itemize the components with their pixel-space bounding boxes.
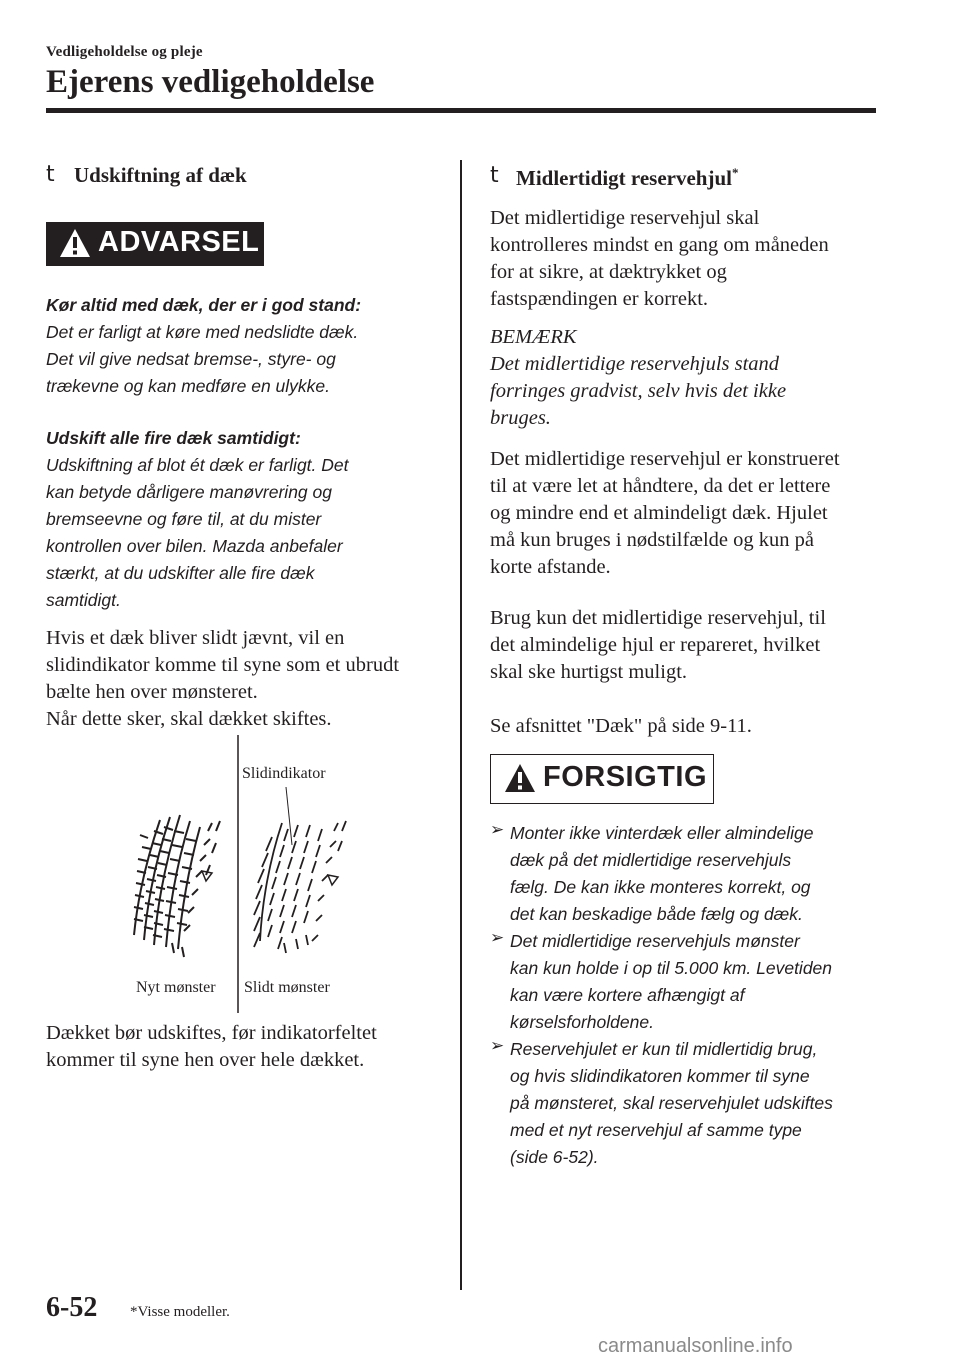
warning-triangle-icon: [58, 227, 92, 259]
warning-block-2: [46, 425, 446, 614]
paragraph-line: det almindelige hjul er repareret, hvilket: [490, 634, 821, 656]
caution-line: og hvis slidindikatoren kommer til syne: [510, 1066, 810, 1086]
caution-text: [510, 820, 890, 928]
note-label: BEMÆRK: [490, 326, 577, 348]
caution-line: kan kun holde i op til 5.000 km. Levetiden: [510, 958, 833, 978]
warning-2-line: bremseevne og føre til, at du mister: [46, 509, 322, 529]
caution-line: kørselsforholdene.: [510, 1012, 654, 1032]
warning-2-heading: Udskift alle fire dæk samtidigt:: [46, 428, 301, 448]
footnote-marker: *: [731, 165, 739, 180]
paragraph-replace-before: [46, 1020, 456, 1074]
caution-line: på mønsteret, skal reservehjulet udskiftes: [510, 1093, 833, 1113]
section-bullet-icon: t: [46, 162, 55, 187]
footnote: *Visse modeller.: [130, 1304, 230, 1320]
paragraph-monthly-check: [490, 205, 890, 313]
caution-line: (side 6-52).: [510, 1147, 599, 1167]
caution-line: Reservehjulet er kun til midlertidig brug,: [510, 1039, 818, 1059]
paragraph-line: Når dette sker, skal dækket skiftes.: [46, 708, 332, 730]
warning-1-heading: Kør altid med dæk, der er i god stand:: [46, 295, 362, 315]
warning-2-line: stærkt, at du udskifter alle fire dæk: [46, 563, 315, 583]
warning-label: ADVARSEL: [98, 226, 260, 258]
paragraph-line: bælte hen over mønsteret.: [46, 681, 258, 703]
worn-tread-label: Slidt mønster: [244, 979, 330, 996]
caution-line: Det midlertidige reservehjuls mønster: [510, 931, 800, 951]
warning-1-line: trækevne og kan medføre en ulykke.: [46, 376, 331, 396]
page-number: 6-52: [46, 1292, 98, 1323]
page-title: Ejerens vedligeholdelse: [46, 64, 375, 100]
paragraph-line: Brug kun det midlertidige reservehjul, til: [490, 607, 826, 629]
paragraph-line: slidindikator komme til syne som et ubrudt: [46, 654, 400, 676]
paragraph-line: korte afstande.: [490, 556, 611, 578]
warning-1-line: Det er farligt at køre med nedslidte dæk.: [46, 322, 359, 342]
caution-line: Monter ikke vinterdæk eller almindelige: [510, 823, 814, 843]
watermark-link[interactable]: carmanualsonline.info: [598, 1335, 793, 1357]
tread-figure: [120, 735, 360, 1015]
warning-triangle-icon: [503, 762, 537, 794]
title-rule: [46, 108, 876, 113]
caution-line: kan være kortere afhængigt af: [510, 985, 745, 1005]
paragraph-line: for at sikre, at dæktrykket og: [490, 261, 727, 283]
indicator-label: Slidindikator: [242, 765, 326, 782]
paragraph-see-section: Se afsnittet "Dæk" på side 9-11.: [490, 715, 752, 737]
note-line: bruges.: [490, 407, 551, 429]
caution-item: [490, 820, 890, 930]
caution-item: [490, 1036, 890, 1176]
paragraph-line: Det midlertidige reservehjul er konstrueret: [490, 448, 840, 470]
paragraph-line: kontrolleres mindst en gang om måneden: [490, 234, 829, 256]
warning-2-line: kontrollen over bilen. Mazda anbefaler: [46, 536, 343, 556]
caution-label: FORSIGTIG: [543, 761, 707, 793]
caution-line: dæk på det midlertidige reservehjuls: [510, 850, 792, 870]
paragraph-line: til at være let at håndtere, da det er lettere: [490, 475, 831, 497]
column-divider: [460, 160, 462, 1290]
paragraph-line: kommer til syne hen over hele dækket.: [46, 1049, 365, 1071]
arrow-bullet-icon: ➢: [490, 820, 505, 840]
warning-1-line: Det vil give nedsat bremse-, styre- og: [46, 349, 336, 369]
section-heading-tire-replacement: Udskiftning af dæk: [74, 163, 247, 187]
note-line: forringes gradvist, selv hvis det ikke: [490, 380, 787, 402]
paragraph-line: Det midlertidige reservehjul skal: [490, 207, 760, 229]
note-line: Det midlertidige reservehjuls stand: [490, 353, 780, 375]
section-bullet-icon: t: [490, 163, 499, 188]
warning-2-line: kan betyde dårligere manøvrering og: [46, 482, 332, 502]
paragraph-line: Hvis et dæk bliver slidt jævnt, vil en: [46, 627, 345, 649]
new-tread-label: Nyt mønster: [136, 979, 216, 996]
warning-banner: [46, 222, 264, 266]
chapter-label: Vedligeholdelse og pleje: [46, 44, 203, 60]
warning-2-line: samtidigt.: [46, 590, 121, 610]
caution-item: [490, 928, 890, 1038]
caution-text: [510, 928, 890, 1036]
heading-text: Midlertidigt reservehjul: [516, 166, 732, 190]
warning-2-line: Udskiftning af blot ét dæk er farligt. Det: [46, 455, 349, 475]
arrow-bullet-icon: ➢: [490, 928, 505, 948]
arrow-bullet-icon: ➢: [490, 1036, 505, 1056]
paragraph-line: Dækket bør udskiftes, før indikatorfeltet: [46, 1022, 377, 1044]
paragraph-wear-indicator: [46, 625, 456, 733]
paragraph-spare-design: [490, 446, 900, 581]
caution-line: med et nyt reservehjul af samme type: [510, 1120, 802, 1140]
caution-banner: [490, 754, 714, 804]
caution-line: fælg. De kan ikke monteres korrekt, og: [510, 877, 811, 897]
paragraph-line: fastspændingen er korrekt.: [490, 288, 709, 310]
caution-line: det kan beskadige både fælg og dæk.: [510, 904, 803, 924]
paragraph-use-until-repair: [490, 605, 900, 686]
paragraph-line: og mindre end et almindeligt dæk. Hjulet: [490, 502, 828, 524]
paragraph-line: skal ske hurtigst muligt.: [490, 661, 688, 683]
note-block: [490, 324, 890, 432]
warning-block-1: [46, 292, 446, 400]
paragraph-line: må kun bruges i nødstilfælde og kun på: [490, 529, 814, 551]
caution-text: [510, 1036, 890, 1171]
section-heading-spare-wheel: [516, 165, 738, 191]
